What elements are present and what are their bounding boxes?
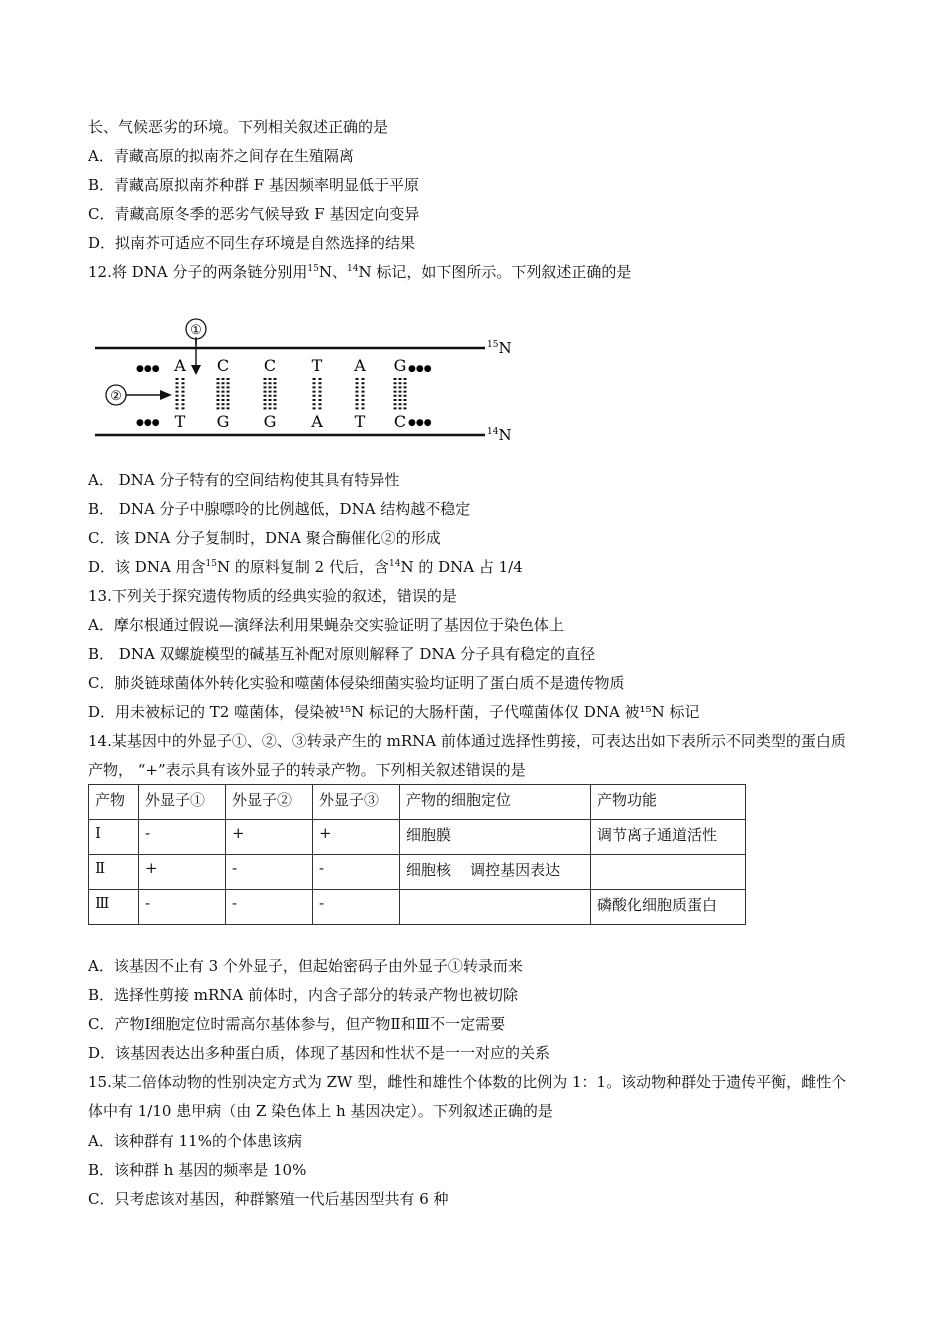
exon-table: [88, 784, 746, 925]
base-bottom-6: C: [393, 412, 407, 431]
table-row: [89, 890, 746, 925]
dots-bottom-left: ●●●: [136, 418, 160, 428]
q12-option-a: A． DNA 分子特有的空间结构使其具有特异性: [88, 471, 400, 489]
table-header-cell: 产物: [89, 785, 139, 820]
table-cell: -: [139, 890, 226, 925]
q13-option-c: C．肺炎链球菌体外转化实验和噬菌体侵染细菌实验均证明了蛋白质不是遗传物质: [88, 674, 625, 692]
base-top-6: G: [393, 356, 407, 375]
table-cell: I: [89, 820, 139, 855]
marker-2: ②: [110, 389, 122, 404]
table-cell: 调节离子通道活性: [591, 820, 746, 855]
table-cell: -: [226, 890, 313, 925]
q11-option-d: D．拟南芥可适应不同生存环境是自然选择的结果: [88, 234, 416, 252]
q13-option-b: B． DNA 双螺旋模型的碱基互补配对原则解释了 DNA 分子具有稳定的直径: [88, 645, 596, 663]
strand-bottom-label-sup: 14: [487, 427, 499, 437]
q12-option-d-sup2: 14: [388, 559, 401, 569]
strand-bottom-label: [487, 426, 512, 444]
table-cell: +: [226, 820, 313, 855]
strand-top-label-n: N: [498, 339, 512, 357]
q11-option-c: C．青藏高原冬季的恶劣气候导致 F 基因定向变异: [88, 205, 420, 223]
dots-bottom-right: ●●●: [408, 418, 432, 428]
table-cell: 细胞核 调控基因表达: [400, 855, 591, 890]
base-top-3: C: [263, 356, 277, 375]
dots-top-right: ●●●: [408, 364, 432, 374]
q15-option-c: C．只考虑该对基因，种群繁殖一代后基因型共有 6 种: [88, 1190, 449, 1208]
q12-n-sep: N、: [318, 263, 347, 281]
arrow-1-head: [191, 365, 201, 375]
arrow-2-head: [160, 390, 172, 400]
q13-option-a: A．摩尔根通过假说—演绎法利用果蝇杂交实验证明了基因位于染色体上: [88, 616, 564, 634]
base-top-1: A: [174, 356, 186, 375]
base-bottom-5: T: [354, 412, 366, 431]
q15-option-b: B．该种群 h 基因的频率是 10%: [88, 1161, 307, 1179]
table-cell: [400, 890, 591, 925]
q12-option-d: [88, 557, 523, 577]
table-cell: Ⅱ: [89, 855, 139, 890]
q13-option-d: D．用未被标记的 T2 噬菌体，侵染被¹⁵N 标记的大肠杆菌，子代噬菌体仅 DNA 被¹⁵N 标记: [88, 703, 700, 721]
q14-option-c: C．产物Ⅰ细胞定位时需高尔基体参与，但产物Ⅱ和Ⅲ不一定需要: [88, 1015, 506, 1033]
q12-option-d-sup1: 15: [205, 559, 217, 569]
table-cell: -: [139, 820, 226, 855]
q12-option-b: B． DNA 分子中腺嘌呤的比例越低，DNA 结构越不稳定: [88, 500, 471, 518]
table-header-cell: 产物功能: [591, 785, 746, 820]
table-cell: 细胞膜: [400, 820, 591, 855]
marker-1: ①: [190, 323, 202, 338]
base-bottom-3: G: [263, 412, 277, 431]
table-row: [89, 855, 746, 890]
table-cell: -: [226, 855, 313, 890]
base-top-4: T: [311, 356, 323, 375]
base-bottom-2: G: [216, 412, 230, 431]
table-header-cell: 外显子②: [226, 785, 313, 820]
q15-option-a: A．该种群有 11%的个体患该病: [88, 1132, 302, 1150]
q12-stem-b: N 标记，如下图所示。下列叙述正确的是: [358, 263, 632, 281]
table-cell: Ⅲ: [89, 890, 139, 925]
table-cell: -: [313, 855, 400, 890]
strand-top-label-sup: 15: [487, 340, 499, 350]
base-bottom-1: T: [174, 412, 186, 431]
q13-stem: 13.下列关于探究遗传物质的经典实验的叙述，错误的是: [88, 587, 457, 605]
q14-option-d: D．该基因表达出多种蛋白质，体现了基因和性状不是一一对应的关系: [88, 1044, 551, 1062]
hydrogen-bonds: [177, 378, 405, 411]
q14-option-a: A．该基因不止有 3 个外显子，但起始密码子由外显子①转录而来: [88, 957, 523, 975]
q12-sup-15: 15: [307, 264, 319, 274]
table-cell: [591, 855, 746, 890]
q12-option-c: C．该 DNA 分子复制时，DNA 聚合酶催化②的形成: [88, 529, 441, 547]
q14-option-b: B．选择性剪接 mRNA 前体时，内含子部分的转录产物也被切除: [88, 986, 519, 1004]
q12-option-d-c: N 的 DNA 占 1/4: [400, 558, 523, 576]
dots-top-left: ●●●: [136, 364, 160, 374]
table-header-cell: 外显子①: [139, 785, 226, 820]
table-header-cell: 产物的细胞定位: [400, 785, 591, 820]
q11-option-a: A．青藏高原的拟南芥之间存在生殖隔离: [88, 147, 354, 165]
q12-stem-a: 12.将 DNA 分子的两条链分别用: [88, 263, 308, 281]
table-header-cell: 外显子③: [313, 785, 400, 820]
q14-stem: 14.某基因中的外显子①、②、③转录产生的 mRNA 前体通过选择性剪接，可表达出如下表所示不同类型的蛋白质产物， “+”表示具有该外显子的转录产物。下列相关叙述错误的是: [88, 732, 846, 779]
q12-sup-14: 14: [346, 264, 359, 274]
table-header-row: [89, 785, 746, 820]
table-cell: +: [139, 855, 226, 890]
dna-diagram: [90, 315, 530, 445]
q15-stem: 15.某二倍体动物的性别决定方式为 ZW 型，雌性和雄性个体数的比例为 1：1。该动物种群处于遗传平衡，雌性个体中有 1/10 患甲病（由 Z 染色体上 h 基因决定）。下列叙述正确的是: [88, 1073, 847, 1120]
q12-stem: [88, 262, 631, 282]
table-cell: 磷酸化细胞质蛋白: [591, 890, 746, 925]
q11-option-b: B．青藏高原拟南芥种群 F 基因频率明显低于平原: [88, 176, 419, 194]
q11-stem-tail: 长、气候恶劣的环境。下列相关叙述正确的是: [88, 118, 389, 136]
base-top-2: C: [216, 356, 230, 375]
base-bottom-4: A: [311, 412, 323, 431]
table-cell: -: [313, 890, 400, 925]
table-cell: +: [313, 820, 400, 855]
base-top-5: A: [354, 356, 366, 375]
table-row: [89, 820, 746, 855]
q12-option-d-a: D．该 DNA 用含: [88, 558, 206, 576]
strand-bottom-label-n: N: [498, 426, 512, 444]
strand-top-label: [487, 339, 512, 357]
q12-option-d-b: N 的原料复制 2 代后，含: [217, 558, 389, 576]
